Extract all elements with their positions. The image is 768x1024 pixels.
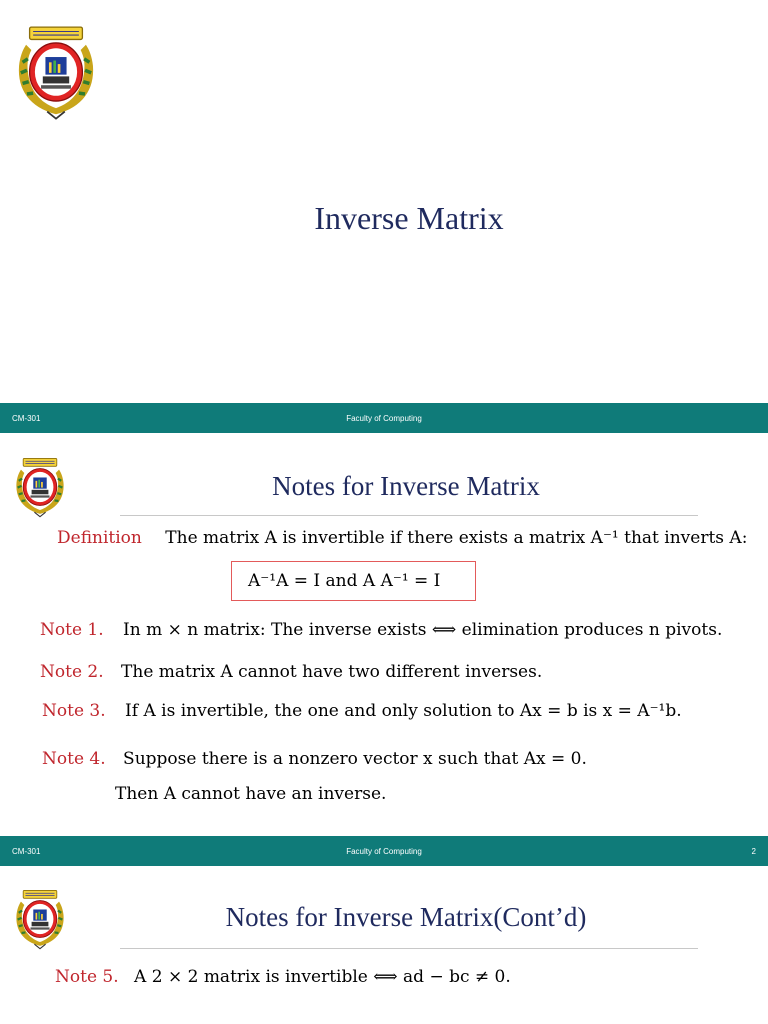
note-2 — [40, 662, 542, 682]
title-divider — [120, 948, 698, 949]
footer-course-code: CM-301 — [12, 847, 41, 856]
footer-page-number: 2 — [751, 847, 756, 856]
note-text: A 2 × 2 matrix is invertible ⟺ ad − bc ≠ 0. — [134, 967, 511, 987]
university-crest-icon — [12, 22, 100, 122]
note-text: The matrix A cannot have two different inverses. — [121, 662, 543, 682]
note-text: If A is invertible, the one and only solution to Ax = b is x = A⁻¹b. — [125, 701, 682, 721]
inverse-formula-box — [231, 561, 476, 601]
slide-2-footer — [0, 836, 768, 866]
note-label: Note 5. — [55, 967, 119, 987]
note-4-continuation: Then A cannot have an inverse. — [115, 784, 387, 804]
footer-faculty: Faculty of Computing — [346, 847, 422, 856]
slide-1-footer — [0, 403, 768, 433]
slide-3 — [0, 866, 768, 1024]
slide-1-title: Inverse Matrix — [314, 200, 504, 236]
slide-2-title: Notes for Inverse Matrix — [272, 471, 540, 501]
definition-label: Definition — [57, 528, 142, 548]
note-4 — [42, 749, 587, 769]
note-label: Note 2. — [40, 662, 104, 682]
note-label: Note 3. — [42, 701, 106, 721]
slide-1 — [0, 0, 768, 433]
note-label: Note 4. — [42, 749, 106, 769]
note-text: Suppose there is a nonzero vector x such that Ax = 0. — [123, 749, 587, 769]
footer-course-code: CM-301 — [12, 414, 41, 423]
footer-faculty: Faculty of Computing — [346, 414, 422, 423]
note-label: Note 1. — [40, 620, 104, 640]
definition-row — [57, 528, 747, 548]
note-3 — [42, 701, 682, 721]
note-5 — [55, 967, 511, 987]
inverse-formula: A⁻¹A = I and A A⁻¹ = I — [248, 571, 441, 591]
slide-3-title: Notes for Inverse Matrix(Cont’d) — [225, 902, 587, 932]
title-divider — [120, 515, 698, 516]
definition-text: The matrix A is invertible if there exists a matrix A⁻¹ that inverts A: — [165, 528, 748, 548]
note-1 — [40, 620, 722, 640]
note-text: In m × n matrix: The inverse exists ⟺ elimination produces n pivots. — [123, 620, 723, 640]
